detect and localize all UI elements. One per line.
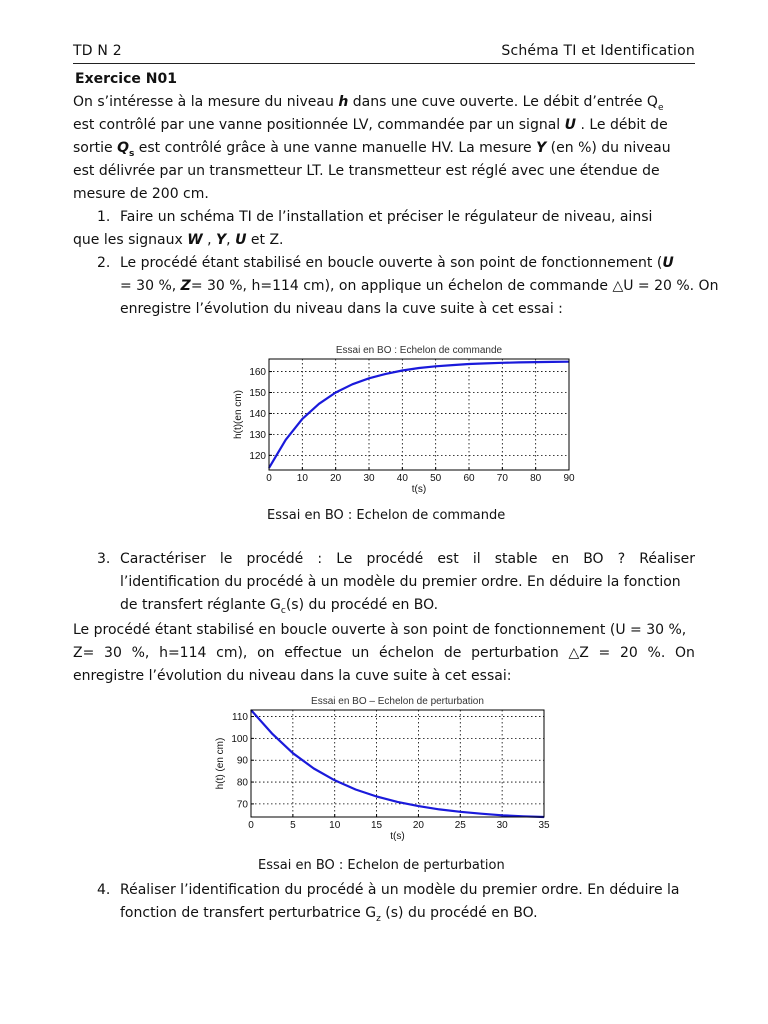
word: Le (336, 551, 353, 567)
q4-line-1: Réaliser l’identification du procédé à un modèle du premier ordre. En déduire la (120, 882, 680, 898)
q1-text: que les signaux (73, 232, 188, 248)
word: échelon (379, 645, 435, 661)
q4-text: fonction de transfert perturbatrice G (120, 905, 377, 921)
word: %, (131, 645, 150, 661)
word: il (472, 551, 481, 567)
intro-text: est contrôlé grâce à une vanne manuelle HV. La mesure (134, 140, 537, 156)
header-right: Schéma TI et Identification (501, 43, 695, 59)
exercise-title: Exercice N01 (75, 71, 177, 87)
q1-line-1: Faire un schéma TI de l’installation et préciser le régulateur de niveau, ainsi (120, 209, 653, 225)
x-axis-label: t(s) (411, 484, 427, 495)
q1-number: 1. (97, 209, 111, 225)
x-tick-label: 30 (496, 820, 508, 831)
symbol-w: W (187, 232, 203, 248)
y-axis-label: h(t)(en cm) (233, 390, 244, 439)
q2-line-1 (120, 252, 674, 275)
word: Caractériser (120, 551, 206, 567)
symbol-y: Y (216, 232, 227, 248)
y-tick-label: 150 (249, 388, 266, 400)
q1-line-2 (73, 229, 283, 252)
subscript: c (280, 605, 286, 616)
intro-line-4: est délivrée par un transmetteur LT. Le transmetteur est réglé avec une étendue de (73, 163, 660, 179)
subscript: e (657, 102, 664, 113)
symbol-q: Q (117, 140, 129, 156)
para-line-3: enregistre l’évolution du niveau dans la cuve suite à cet essai: (73, 668, 512, 684)
q2-text: = 30 %, h=114 cm), on applique un échelon de commande △U = 20 %. On (190, 278, 719, 294)
x-tick-label: 0 (266, 473, 272, 484)
y-tick-label: 140 (249, 408, 266, 420)
q3-line-1 (120, 548, 695, 571)
intro-text: dans une cuve ouverte. Le débit d’entrée Q (348, 94, 658, 110)
q2-text: = 30 %, (120, 278, 181, 294)
symbol-z: Z (180, 278, 191, 294)
symbol-y: Y (536, 140, 547, 156)
subscript: s (128, 148, 135, 159)
x-tick-label: 25 (454, 820, 466, 831)
x-tick-label: 35 (538, 820, 550, 831)
symbol-u: U (662, 255, 674, 271)
word: = (598, 645, 611, 661)
intro-text: est contrôlé par une vanne positionnée LV, commandée par un signal (73, 117, 565, 133)
word: : (317, 551, 323, 567)
page-header (73, 43, 695, 63)
intro-text: (en %) du niveau (546, 140, 671, 156)
word: On (675, 645, 695, 661)
q4-text: (s) du procédé en BO. (380, 905, 538, 921)
x-tick-label: 30 (363, 473, 375, 484)
word: stable (494, 551, 538, 567)
x-tick-label: 10 (329, 820, 341, 831)
word: le (219, 551, 233, 567)
symbol-u: U (235, 232, 247, 248)
x-tick-label: 70 (496, 473, 508, 484)
word: Réaliser (639, 551, 695, 567)
intro-text: sortie (73, 140, 118, 156)
word: ? (617, 551, 626, 567)
y-tick-label: 160 (249, 367, 266, 379)
caption-command: Essai en BO : Echelon de commande (267, 508, 506, 523)
word: Z= (73, 645, 95, 661)
intro-line-5: mesure de 200 cm. (73, 186, 209, 202)
y-tick-label: 110 (232, 712, 248, 724)
word: procédé (246, 551, 304, 567)
q2-line-3: enregistre l’évolution du niveau dans la cuve suite à cet essai : (120, 301, 563, 317)
q3-line-2: l’identification du procédé à un modèle du premier ordre. En déduire la fonction (120, 574, 681, 590)
q3-number: 3. (97, 551, 111, 567)
series-line (251, 710, 544, 817)
word: perturbation (471, 645, 559, 661)
q2-text: Le procédé étant stabilisé en boucle ouverte à son point de fonctionnement ( (120, 255, 663, 271)
symbol-u: U (564, 117, 576, 133)
series-line (269, 362, 569, 468)
word: on (257, 645, 275, 661)
q3-text: (s) du procédé en BO. (285, 597, 439, 613)
para-line-1: Le procédé étant stabilisé en boucle ouverte à son point de fonctionnement (U = 30 %, (73, 622, 687, 638)
chart-title: Essai en BO : Echelon de commande (335, 345, 503, 356)
x-tick-label: 90 (563, 473, 575, 484)
word: en (551, 551, 570, 567)
separator: , (226, 232, 236, 248)
intro-text: . Le débit de (580, 117, 668, 133)
y-tick-label: 130 (249, 429, 266, 441)
y-tick-label: 80 (236, 777, 248, 789)
step-disturbance-chart (210, 688, 562, 846)
y-tick-label: 120 (249, 450, 266, 462)
y-tick-label: 100 (231, 733, 248, 745)
q1-text: et Z. (246, 232, 284, 248)
x-tick-label: 50 (430, 473, 442, 484)
q2-line-2 (120, 275, 718, 298)
x-tick-label: 40 (396, 473, 408, 484)
x-tick-label: 20 (330, 473, 342, 484)
x-tick-label: 5 (290, 820, 296, 831)
word: 20 (619, 645, 638, 661)
x-tick-label: 0 (248, 820, 254, 831)
intro-line-2 (73, 114, 668, 137)
word: △Z (568, 645, 589, 661)
para-line-2 (73, 642, 695, 665)
word: procédé (366, 551, 424, 567)
intro-text: On s’intéresse à la mesure du niveau (73, 94, 339, 110)
y-axis-label: h(t) (en cm) (215, 737, 226, 790)
symbol-h: h (338, 94, 349, 110)
x-tick-label: 80 (530, 473, 542, 484)
x-tick-label: 60 (463, 473, 475, 484)
header-rule (73, 63, 695, 64)
q4-line-2 (120, 902, 538, 931)
caption-disturbance: Essai en BO : Echelon de perturbation (258, 858, 505, 873)
word: cm), (216, 645, 248, 661)
header-left: TD N 2 (73, 43, 122, 59)
word: BO (583, 551, 604, 567)
x-tick-label: 15 (371, 820, 383, 831)
x-tick-label: 20 (412, 820, 424, 831)
step-command-chart (228, 336, 580, 498)
x-axis-label: t(s) (390, 831, 405, 842)
y-tick-label: 70 (236, 799, 248, 811)
word: de (443, 645, 462, 661)
word: est (437, 551, 459, 567)
chart-title: Essai en BO – Echelon de perturbation (311, 696, 484, 707)
q2-number: 2. (97, 255, 111, 271)
word: %. (647, 645, 666, 661)
word: un (351, 645, 370, 661)
subscript: z (376, 913, 381, 924)
y-tick-label: 90 (236, 755, 248, 767)
q3-text: de transfert réglante G (120, 597, 281, 613)
x-tick-label: 10 (296, 473, 308, 484)
q4-number: 4. (97, 882, 111, 898)
separator: , (202, 232, 217, 248)
word: 30 (104, 645, 122, 661)
word: h=114 (159, 645, 207, 661)
plot-frame (269, 359, 569, 470)
word: effectue (284, 645, 342, 661)
